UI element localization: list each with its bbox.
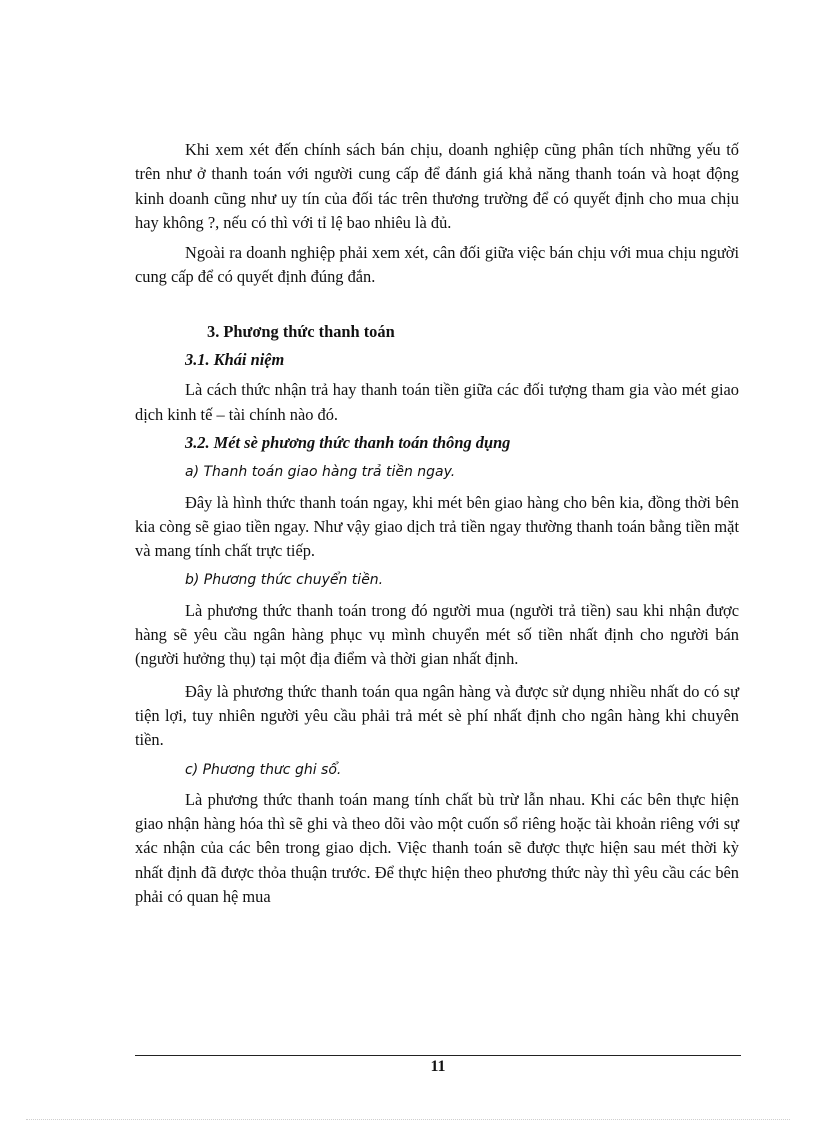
paragraph-sales-credit-policy: Khi xem xét đến chính sách bán chịu, doanh nghiệp cũng phân tích những yếu tố trên như ở thanh toán với người cung cấp để đánh giá khả năng thanh toán và hoạt động kinh doanh cũng như uy tín của đối tác trên thương trường để có quyết định cho mua chịu hay không ?, nếu có thì với tỉ lệ bao nhiêu là đủ. — [135, 140, 739, 232]
paragraph-concept: Là cách thức nhận trả hay thanh toán tiền giữa các đối tượng tham gia vào mét giao dịch kinh tế – tài chính nào đó. — [135, 380, 739, 424]
subheading-concept: 3.1. Khái niệm — [185, 350, 285, 370]
paragraph-cash-on-delivery: Đây là hình thức thanh toán ngay, khi mét bên giao hàng cho bên kia, đồng thời bên kia còng sẽ giao tiền ngay. Như vậy giao dịch trả tiền ngay thường thanh toán bằng tiền mặt và mang tính chất trực tiếp. — [135, 492, 739, 561]
paragraph-money-transfer: Là phương thức thanh toán trong đó người mua (người trả tiền) sau khi nhận được hàng sẽ yêu cầu ngân hàng phục vụ mình chuyển mét số tiền nhất định cho người bán (người hưởng thụ) tại một địa điểm và thời gian nhất định. — [135, 600, 739, 669]
paragraph-balance-credit: Ngoài ra doanh nghiệp phải xem xét, cân đối giữa việc bán chịu với mua chịu người cung cấp để có quyết định đúng đắn. — [135, 243, 739, 287]
body-text — [135, 138, 739, 909]
paragraph-bank-transfer-notes: Đây là phương thức thanh toán qua ngân hàng và được sử dụng nhiều nhất do có sự tiện lợi, tuy nhiên người yêu cầu phải trả mét sè phí nhất định cho ngân hàng khi chuyên tiền. — [135, 681, 739, 750]
page-number: 11 — [430, 1058, 446, 1075]
item-open-account: c) Phương thưc ghi sổ. — [185, 761, 342, 778]
footer-divider — [135, 1055, 741, 1056]
page-edge-dotted-line — [26, 1119, 790, 1120]
section-heading-payment-methods: 3. Phương thức thanh toán — [207, 321, 395, 341]
subheading-common-methods: 3.2. Mét sè phương thức thanh toán thông dụng — [185, 432, 511, 452]
item-cash-on-delivery: a) Thanh toán giao hàng trả tiền ngay. — [185, 464, 456, 481]
item-money-transfer: b) Phương thức chuyển tiền. — [185, 572, 384, 589]
paragraph-open-account: Là phương thức thanh toán mang tính chất bù trừ lẫn nhau. Khi các bên thực hiện giao nhận hàng hóa thì sẽ ghi và theo dõi vào một cuốn sổ riêng hoặc tài khoản riêng với sự xác nhận của các bên trong giao dịch. Việc thanh toán sẽ được thực hiện sau mét thời kỳ nhất định đã được thỏa thuận trước. Để thực hiện theo phương thức này thì yêu cầu các bên phải có quan hệ mua — [135, 789, 739, 907]
